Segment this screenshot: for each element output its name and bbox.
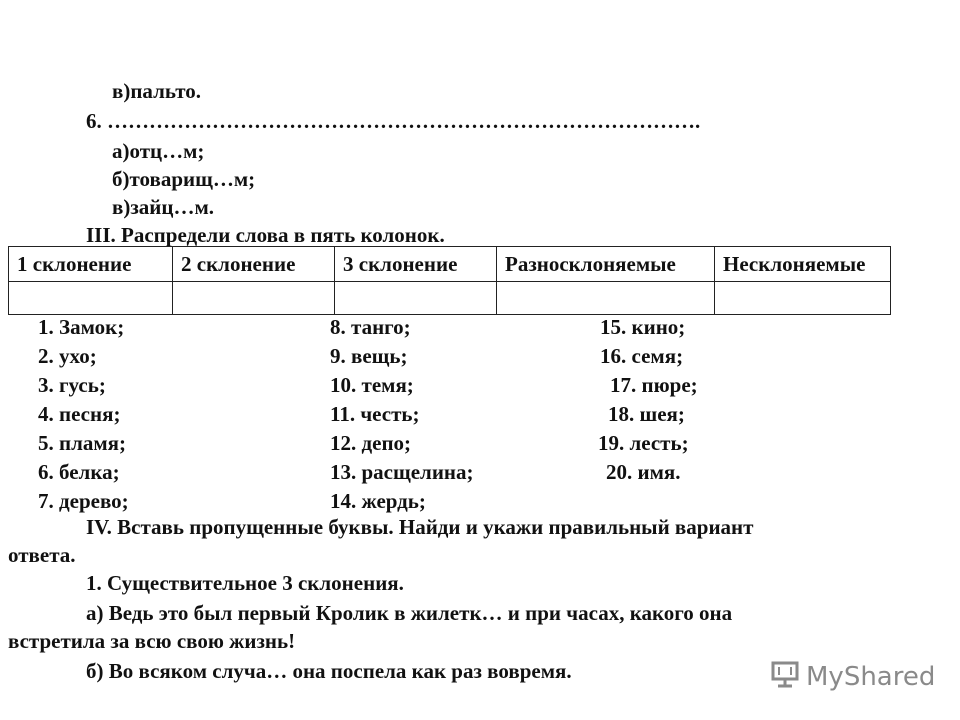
word-item: 14. жердь; xyxy=(330,489,426,513)
word-item: 9. вещь; xyxy=(330,344,408,368)
word-item: 2. ухо; xyxy=(38,344,97,368)
answer-cell-1[interactable] xyxy=(9,282,173,315)
section-4-title-cont: ответа. xyxy=(8,543,76,567)
word-item: 8. танго; xyxy=(330,315,411,339)
option-v-palto: в)пальто. xyxy=(112,79,201,103)
column-header-3: 3 склонение xyxy=(335,247,497,282)
word-item: 6. белка; xyxy=(38,460,120,484)
word-item: 13. расщелина; xyxy=(330,460,474,484)
question-6: 6. …………………………………………………………………………. xyxy=(86,109,701,133)
section-3-title: III. Распредели слова в пять колонок. xyxy=(86,223,445,247)
word-item: 11. честь; xyxy=(330,402,420,426)
column-header-5: Несклоняемые xyxy=(715,247,891,282)
word-list xyxy=(0,313,960,516)
answer-cell-4[interactable] xyxy=(497,282,715,315)
declension-table xyxy=(8,246,891,315)
task-1-heading: 1. Существительное 3 склонения. xyxy=(86,571,404,595)
word-item: 1. Замок; xyxy=(38,315,125,339)
word-item: 12. депо; xyxy=(330,431,412,455)
word-item: 4. песня; xyxy=(38,402,121,426)
word-item: 18. шея; xyxy=(608,402,685,426)
watermark-logo xyxy=(770,658,935,695)
word-item: 10. темя; xyxy=(330,373,414,397)
word-item: 15. кино; xyxy=(600,315,686,339)
answer-cell-5[interactable] xyxy=(715,282,891,315)
column-header-1: 1 склонение xyxy=(9,247,173,282)
sentence-a: а) Ведь это был первый Кролик в жилетк… и при часах, какого она xyxy=(86,601,733,625)
sentence-b: б) Во всяком случа… она поспела как раз вовремя. xyxy=(86,659,572,683)
column-header-2: 2 склонение xyxy=(173,247,335,282)
option-a: а)отц…м; xyxy=(112,139,205,163)
section-4-title: IV. Вставь пропущенные буквы. Найди и укажи правильный вариант xyxy=(86,515,754,539)
answer-cell-3[interactable] xyxy=(335,282,497,315)
word-item: 19. лесть; xyxy=(598,431,689,455)
column-header-4: Разносклоняемые xyxy=(497,247,715,282)
option-v: в)зайц…м. xyxy=(112,195,215,219)
sentence-a-cont: встретила за всю свою жизнь! xyxy=(8,629,296,653)
word-item: 3. гусь; xyxy=(38,373,106,397)
word-item: 7. дерево; xyxy=(38,489,129,513)
word-item: 20. имя. xyxy=(606,460,681,484)
presentation-board-icon xyxy=(770,658,806,695)
word-item: 16. семя; xyxy=(600,344,684,368)
word-item: 17. пюре; xyxy=(610,373,698,397)
answer-cell-2[interactable] xyxy=(173,282,335,315)
option-b: б)товарищ…м; xyxy=(112,167,256,191)
watermark-text: MyShared xyxy=(806,661,936,692)
word-item: 5. пламя; xyxy=(38,431,127,455)
